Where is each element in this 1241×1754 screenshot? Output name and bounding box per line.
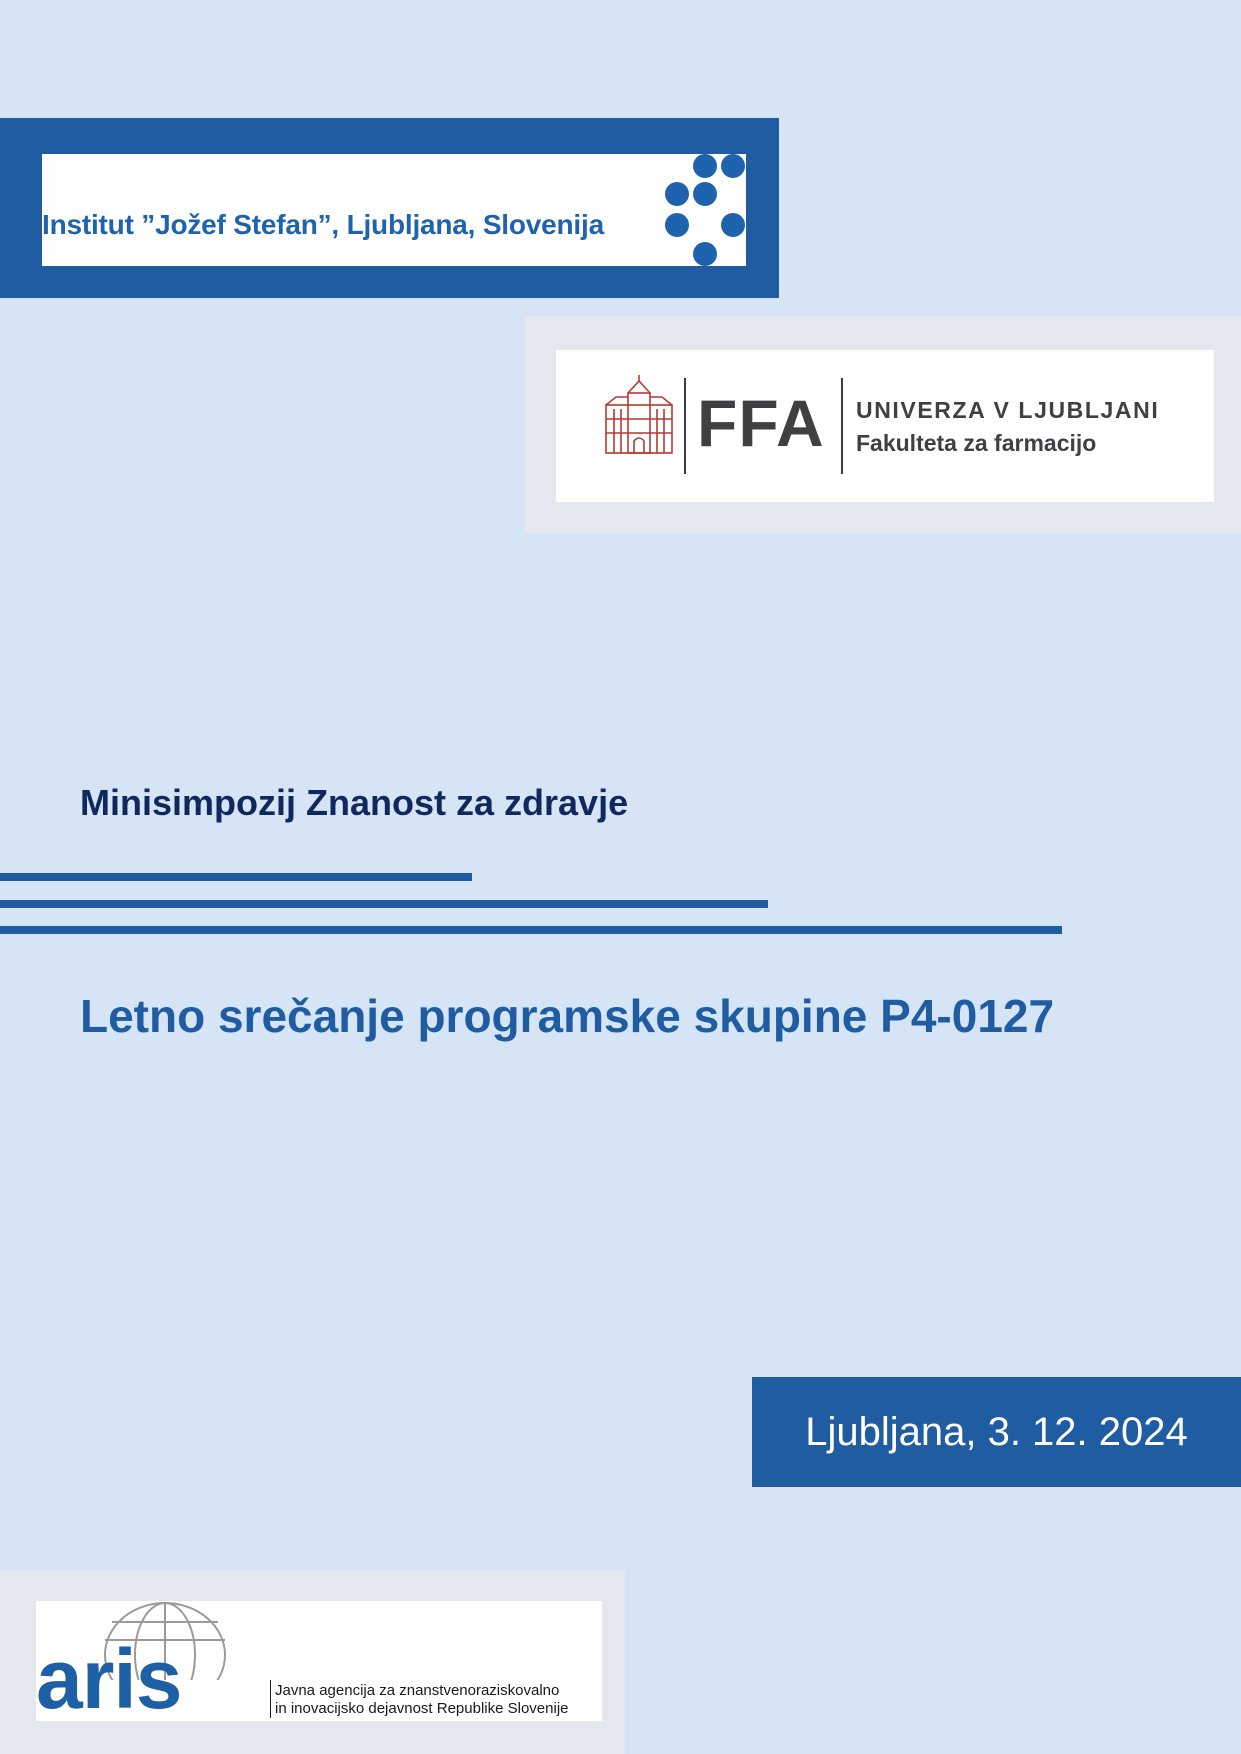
- decorative-rule: [0, 873, 472, 881]
- ijs-logo-text: Institut ”Jožef Stefan”, Ljubljana, Slovenija: [42, 209, 604, 240]
- ffa-divider: [684, 378, 686, 474]
- ijs-dots-icon: [655, 150, 755, 270]
- aris-divider: [270, 1680, 271, 1718]
- aris-wordmark: aris: [36, 1632, 182, 1726]
- ffa-faculty-name: Fakulteta za farmacijo: [856, 430, 1097, 456]
- ffa-wordmark: FFA: [697, 386, 825, 460]
- place-date: Ljubljana, 3. 12. 2024: [805, 1410, 1188, 1454]
- aris-agency-name-line1: Javna agencija za znanstvenoraziskovalno: [275, 1682, 560, 1699]
- faculty-building-icon: [604, 375, 674, 455]
- decorative-rule: [0, 900, 768, 908]
- document-title: Letno srečanje programske skupine P4-0127: [80, 990, 1055, 1042]
- ffa-university-name: UNIVERZA V LJUBLJANI: [856, 397, 1160, 423]
- decorative-rule: [0, 926, 1062, 934]
- document-subtitle: Minisimpozij Znanost za zdravje: [80, 782, 629, 823]
- aris-agency-name-line2: in inovacijsko dejavnost Republike Slovenije: [275, 1700, 569, 1717]
- ffa-divider: [841, 378, 843, 474]
